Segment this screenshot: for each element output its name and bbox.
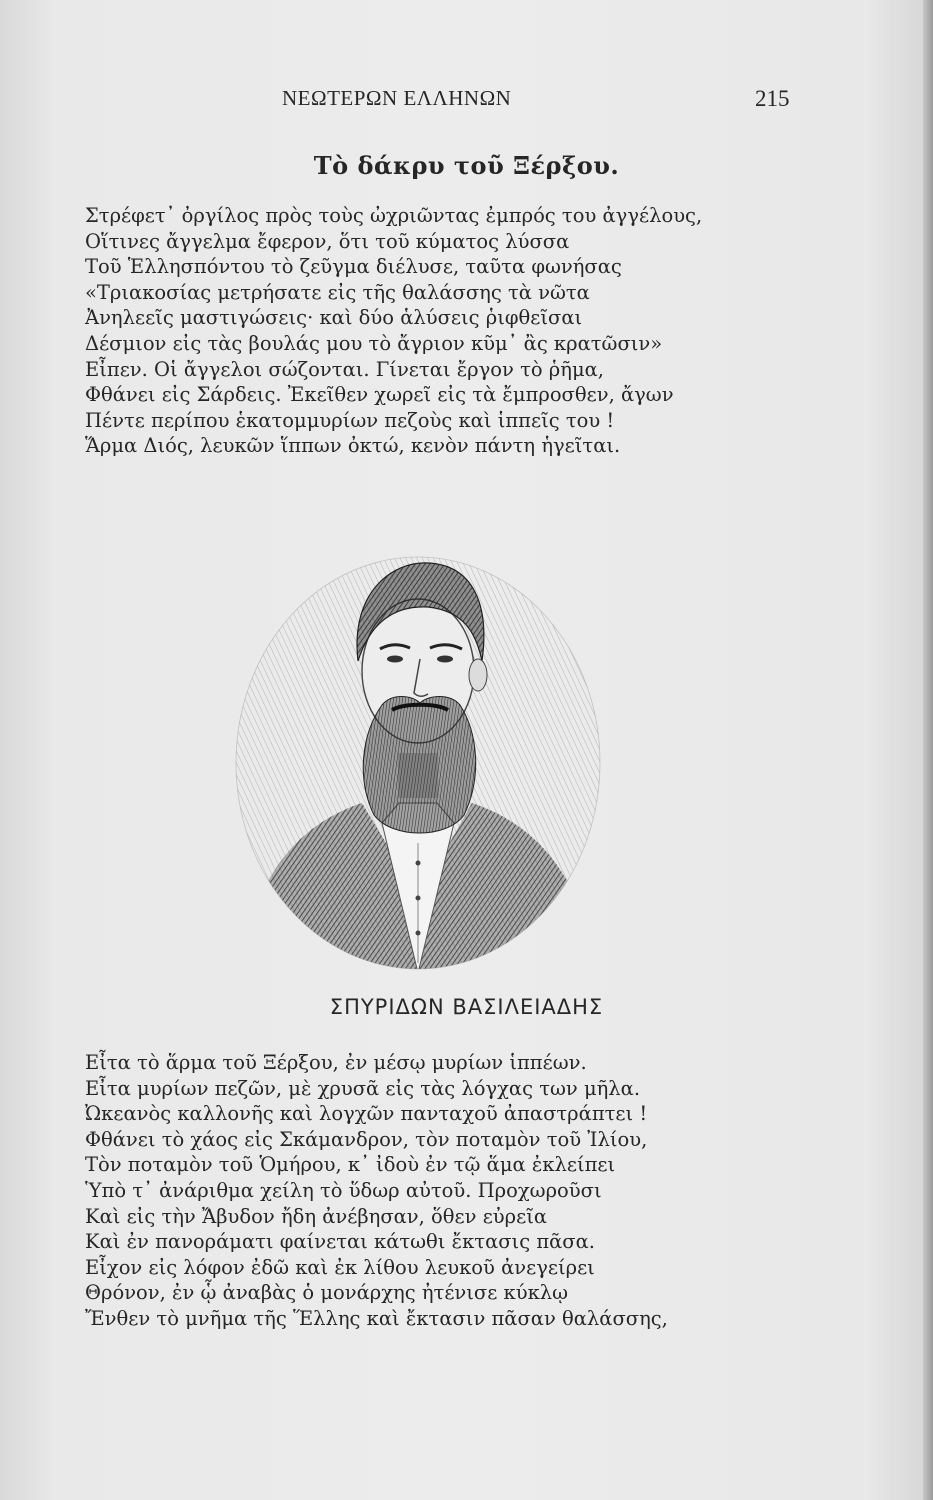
verse-line: Ἀνηλεεῖς μαστιγώσεις· καὶ δύο ἁλύσεις ῥιφθεῖσαι: [85, 306, 583, 330]
verse-line: Δέσμιον εἰς τὰς βουλάς μου τὸ ἄγριον κῦμ᾽ ἂς κρατῶσιν»: [85, 331, 663, 355]
verse-line: Εἶχον εἰς λόφον ἐδῶ καὶ ἐκ λίθου λευκοῦ ἀνεγείρει: [85, 1255, 595, 1279]
verse-line: Τοῦ Ἑλλησπόντου τὸ ζεῦγμα διέλυσε, ταῦτα φωνήσας: [85, 255, 622, 279]
verse-line: Ὑπὸ τ᾽ ἀνάριθμα χείλη τὸ ὕδωρ αὐτοῦ. Προχωροῦσι: [85, 1178, 602, 1202]
page-edge-shadow: [923, 0, 933, 1500]
portrait-engraving: [232, 553, 604, 973]
verse-line: Οἵτινες ἄγγελμα ἔφερον, ὅτι τοῦ κύματος λύσσα: [85, 229, 570, 253]
verse-line: Τὸν ποταμὸν τοῦ Ὁμήρου, κ᾽ ἰδοὺ ἐν τῷ ἅμα ἐκλείπει: [85, 1153, 616, 1177]
page-number: 215: [755, 86, 790, 111]
verse-line: Καὶ εἰς τὴν Ἄβυδον ἤδη ἀνέβησαν, ὅθεν εὐρεῖα: [85, 1204, 548, 1228]
verse-line: «Τριακοσίας μετρήσατε εἰς τῆς θαλάσσης τὰ νῶτα: [85, 280, 590, 304]
verse-block-bottom: [85, 1050, 785, 1332]
running-title: ΝΕΩΤΕΡΩΝ ΕΛΛΗΝΩΝ: [282, 86, 512, 110]
verse-line: Φθάνει εἰς Σάρδεις. Ἐκεῖθεν χωρεῖ εἰς τὰ ἔμπροσθεν, ἄγων: [85, 383, 674, 407]
verse-line: Εἶτα τὸ ἅρμα τοῦ Ξέρξου, ἐν μέσῳ μυρίων ἱππέων.: [85, 1051, 587, 1074]
verse-line: Εἶτα μυρίων πεζῶν, μὲ χρυσᾶ εἰς τὰς λόγχας των μῆλα.: [85, 1076, 641, 1100]
poem-title: Τὸ δάκρυ τοῦ Ξέρξου.: [313, 151, 620, 180]
portrait-caption: ΣΠΥΡΙΔΩΝ ΒΑΣΙΛΕΙΑΔΗΣ: [329, 995, 604, 1019]
verse-line: Πέντε περίπου ἑκατομμυρίων πεζοὺς καὶ ἱππεῖς του !: [85, 408, 615, 432]
verse-line: Στρέφετ᾽ ὀργίλος πρὸς τοὺς ὠχριῶντας ἐμπρός του ἀγγέλους,: [85, 204, 703, 227]
verse-line: Φθάνει τὸ χάος εἰς Σκάμανδρον, τὸν ποταμὸν τοῦ Ἰλίου,: [85, 1127, 648, 1151]
verse-line: Ὠκεανὸς καλλονῆς καὶ λογχῶν πανταχοῦ ἀπαστράπτει !: [85, 1102, 648, 1126]
verse-line: Θρόνον, ἐν ᾧ ἀναβὰς ὁ μονάρχης ἠτένισε κύκλῳ: [85, 1281, 569, 1305]
verse-line: Ἔνθεν τὸ μνῆμα τῆς Ἕλλης καὶ ἔκτασιν πᾶσαν θαλάσσης,: [85, 1306, 668, 1330]
verse-block-top: [85, 203, 785, 459]
verse-line: Καὶ ἐν πανοράματι φαίνεται κάτωθι ἔκτασις πᾶσα.: [85, 1230, 595, 1254]
verse-line: Εἶπεν. Οἱ ἄγγελοι σώζονται. Γίνεται ἔργον τὸ ῥῆμα,: [85, 357, 604, 381]
running-head: [0, 86, 933, 116]
verse-line: Ἅρμα Διός, λευκῶν ἵππων ὀκτώ, κενὸν πάντη ἡγεῖται.: [85, 434, 621, 458]
